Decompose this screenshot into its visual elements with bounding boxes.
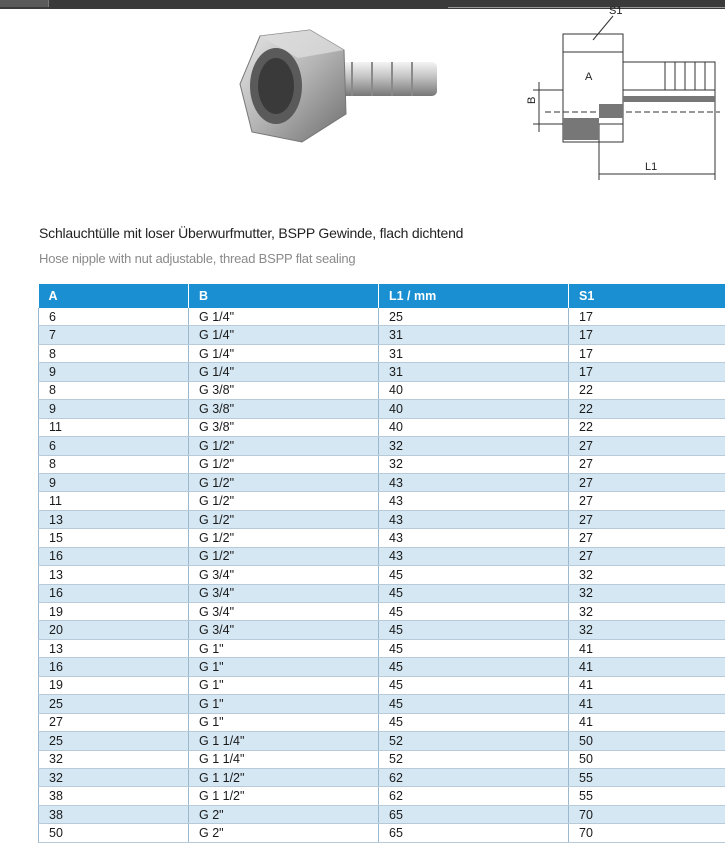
cell-l1: 62 [379, 787, 569, 805]
cell-b: G 1/2" [189, 529, 379, 547]
cell-a: 6 [39, 437, 189, 455]
cell-a: 9 [39, 473, 189, 491]
title-english: Hose nipple with nut adjustable, thread BSPP flat sealing [39, 251, 356, 266]
technical-drawing [515, 4, 720, 186]
table-row [39, 437, 725, 455]
table-row [39, 400, 725, 418]
cell-l1: 32 [379, 437, 569, 455]
cell-a: 19 [39, 603, 189, 621]
cell-s1: 27 [569, 529, 725, 547]
cell-a: 32 [39, 768, 189, 786]
cell-l1: 31 [379, 344, 569, 362]
cell-a: 19 [39, 676, 189, 694]
cell-a: 11 [39, 418, 189, 436]
cell-a: 16 [39, 584, 189, 602]
cell-s1: 22 [569, 400, 725, 418]
table-row [39, 750, 725, 768]
cell-b: G 1 1/2" [189, 768, 379, 786]
cell-s1: 27 [569, 437, 725, 455]
cell-s1: 17 [569, 363, 725, 381]
top-tab [0, 0, 49, 7]
cell-a: 25 [39, 732, 189, 750]
header-b: B [189, 284, 379, 308]
cell-s1: 55 [569, 787, 725, 805]
cell-l1: 52 [379, 732, 569, 750]
cell-b: G 2" [189, 824, 379, 842]
table-row [39, 713, 725, 731]
cell-l1: 45 [379, 658, 569, 676]
cell-s1: 70 [569, 805, 725, 823]
cell-b: G 2" [189, 805, 379, 823]
cell-b: G 1/4" [189, 326, 379, 344]
cell-s1: 32 [569, 603, 725, 621]
cell-b: G 1/2" [189, 473, 379, 491]
cell-l1: 65 [379, 824, 569, 842]
cell-s1: 41 [569, 713, 725, 731]
cell-s1: 22 [569, 381, 725, 399]
cell-l1: 45 [379, 676, 569, 694]
table-row [39, 547, 725, 565]
table-row [39, 308, 725, 326]
cell-b: G 1/4" [189, 308, 379, 326]
cell-l1: 45 [379, 621, 569, 639]
cell-s1: 17 [569, 344, 725, 362]
cell-a: 13 [39, 510, 189, 528]
cell-a: 50 [39, 824, 189, 842]
cell-a: 11 [39, 492, 189, 510]
cell-b: G 3/8" [189, 400, 379, 418]
cell-s1: 70 [569, 824, 725, 842]
table-row [39, 529, 725, 547]
title-german: Schlauchtülle mit loser Überwurfmutter, BSPP Gewinde, flach dichtend [39, 225, 464, 241]
cell-l1: 31 [379, 326, 569, 344]
table-row [39, 787, 725, 805]
cell-l1: 52 [379, 750, 569, 768]
header-row [39, 284, 725, 308]
table-row [39, 768, 725, 786]
cell-s1: 41 [569, 695, 725, 713]
cell-l1: 45 [379, 566, 569, 584]
cell-s1: 17 [569, 308, 725, 326]
cell-s1: 27 [569, 510, 725, 528]
cell-b: G 1/2" [189, 547, 379, 565]
cell-s1: 27 [569, 473, 725, 491]
cell-l1: 45 [379, 695, 569, 713]
cell-s1: 32 [569, 566, 725, 584]
label-b: B [526, 96, 538, 104]
table-row [39, 566, 725, 584]
cell-a: 25 [39, 695, 189, 713]
cell-l1: 31 [379, 363, 569, 381]
table-row [39, 381, 725, 399]
cell-a: 16 [39, 658, 189, 676]
cell-s1: 32 [569, 584, 725, 602]
header-l1: L1 / mm [379, 284, 569, 308]
table-row [39, 805, 725, 823]
cell-l1: 43 [379, 473, 569, 491]
header-s1: S1 [569, 284, 725, 308]
cell-a: 7 [39, 326, 189, 344]
table-row [39, 676, 725, 694]
cell-b: G 1" [189, 676, 379, 694]
cell-l1: 40 [379, 400, 569, 418]
cell-b: G 3/4" [189, 566, 379, 584]
cell-a: 8 [39, 455, 189, 473]
cell-l1: 40 [379, 381, 569, 399]
cell-b: G 1 1/4" [189, 750, 379, 768]
table-row [39, 473, 725, 491]
cell-a: 9 [39, 363, 189, 381]
table-row [39, 326, 725, 344]
spec-table [38, 284, 725, 843]
cell-b: G 3/4" [189, 621, 379, 639]
cell-b: G 1 1/2" [189, 787, 379, 805]
table-row [39, 603, 725, 621]
cell-s1: 41 [569, 639, 725, 657]
cell-l1: 43 [379, 510, 569, 528]
cell-l1: 25 [379, 308, 569, 326]
cell-s1: 41 [569, 676, 725, 694]
cell-a: 32 [39, 750, 189, 768]
cell-l1: 45 [379, 584, 569, 602]
cell-l1: 43 [379, 529, 569, 547]
table-row [39, 658, 725, 676]
cell-a: 27 [39, 713, 189, 731]
table-row [39, 732, 725, 750]
cell-l1: 65 [379, 805, 569, 823]
cell-b: G 1/2" [189, 510, 379, 528]
cell-s1: 32 [569, 621, 725, 639]
label-l1: L1 [645, 161, 658, 173]
table-row [39, 455, 725, 473]
table-row [39, 584, 725, 602]
product-photo [232, 24, 452, 154]
label-s1: S1 [609, 5, 623, 17]
cell-s1: 27 [569, 547, 725, 565]
table-row [39, 824, 725, 842]
table-row [39, 510, 725, 528]
table-body [39, 308, 725, 842]
cell-s1: 50 [569, 750, 725, 768]
cell-b: G 1" [189, 658, 379, 676]
table-row [39, 344, 725, 362]
cell-b: G 3/8" [189, 418, 379, 436]
label-a: A [585, 71, 593, 83]
cell-l1: 62 [379, 768, 569, 786]
cell-a: 6 [39, 308, 189, 326]
cell-l1: 43 [379, 492, 569, 510]
cell-a: 16 [39, 547, 189, 565]
cell-a: 38 [39, 787, 189, 805]
table-row [39, 621, 725, 639]
cell-b: G 1/4" [189, 363, 379, 381]
cell-a: 15 [39, 529, 189, 547]
cell-l1: 45 [379, 639, 569, 657]
cell-b: G 3/4" [189, 584, 379, 602]
cell-s1: 17 [569, 326, 725, 344]
cell-b: G 1/2" [189, 492, 379, 510]
cell-a: 38 [39, 805, 189, 823]
cell-a: 9 [39, 400, 189, 418]
cell-a: 8 [39, 381, 189, 399]
cell-s1: 50 [569, 732, 725, 750]
cell-a: 20 [39, 621, 189, 639]
cell-b: G 1" [189, 639, 379, 657]
header-a: A [39, 284, 189, 308]
table-row [39, 418, 725, 436]
table-row [39, 639, 725, 657]
table-row [39, 695, 725, 713]
cell-b: G 1/4" [189, 344, 379, 362]
cell-s1: 41 [569, 658, 725, 676]
table-row [39, 492, 725, 510]
table-row [39, 363, 725, 381]
cell-l1: 32 [379, 455, 569, 473]
cell-a: 13 [39, 639, 189, 657]
cell-b: G 1/2" [189, 437, 379, 455]
cell-l1: 45 [379, 713, 569, 731]
cell-l1: 43 [379, 547, 569, 565]
cell-l1: 45 [379, 603, 569, 621]
cell-a: 13 [39, 566, 189, 584]
cell-b: G 1" [189, 695, 379, 713]
cell-a: 8 [39, 344, 189, 362]
cell-b: G 1/2" [189, 455, 379, 473]
cell-s1: 22 [569, 418, 725, 436]
cell-b: G 1" [189, 713, 379, 731]
cell-s1: 27 [569, 455, 725, 473]
cell-s1: 55 [569, 768, 725, 786]
cell-s1: 27 [569, 492, 725, 510]
cell-b: G 3/4" [189, 603, 379, 621]
cell-b: G 3/8" [189, 381, 379, 399]
cell-l1: 40 [379, 418, 569, 436]
cell-b: G 1 1/4" [189, 732, 379, 750]
